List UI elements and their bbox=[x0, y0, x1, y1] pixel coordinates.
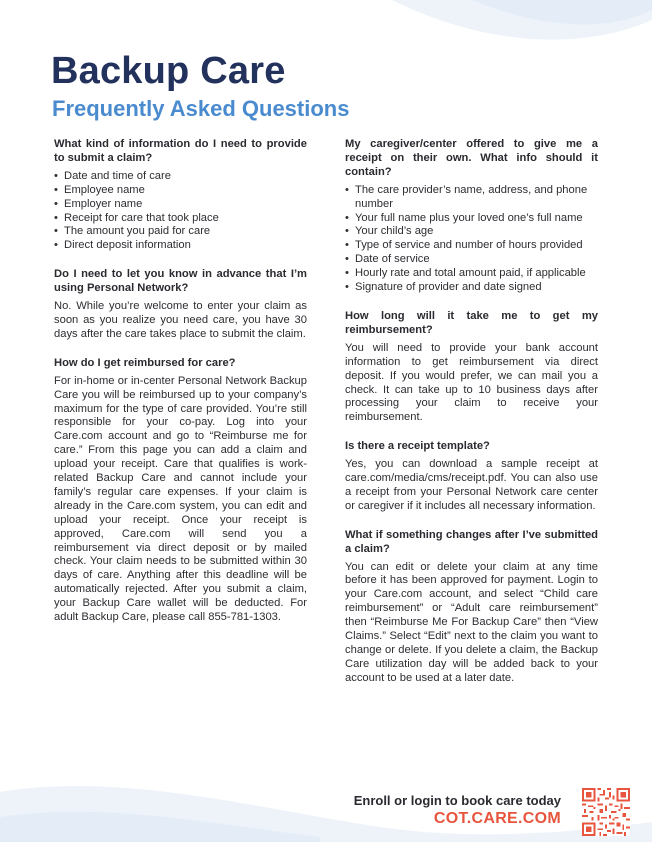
faq-question: What kind of information do I need to provide to submit a claim? bbox=[54, 138, 307, 164]
list-item: • Receipt for care that took place bbox=[54, 211, 219, 224]
faq-question: My caregiver/center offered to give me a receipt on their own. What info should it contain? bbox=[345, 138, 598, 178]
faq-answer: For in-home or in-center Personal Network Backup Care you will be reimbursed up to your company’s maximum for the type of care provided. You’re still responsible for your co-pay. Log into your Care.com account and go to “Reimburse me for care.” From this page you can add a claim and upload your receipt. Care that qualifies is work-related Backup Care and cannot include your family’s regular care expenses. If your claim is already in the Care.com system, you can edit and upload your receipt. Once your receipt is approved, Care.com will send you a reimbursement via direct deposit or by mailed check. Your claim needs to be submitted within 30 days of care. Anything after this deadline will be automatically rejected. After you submit a claim, your Backup Care wallet will be deducted. For adult Backup Care, please call 855-781-1303. bbox=[54, 374, 307, 624]
faq-reimbursement bbox=[54, 357, 307, 625]
list-item: • Signature of provider and date signed bbox=[345, 281, 542, 294]
faq-receipt-contents bbox=[345, 138, 598, 295]
list-item: • Employer name bbox=[54, 197, 143, 210]
top-wave-decoration bbox=[352, 0, 652, 60]
faq-answer: You will need to provide your bank account information to get reimbursement via direct deposit. If you would prefer, we can mail you a check. It can take up to 10 business days after processing your claim to receive your reimbursement. bbox=[345, 341, 598, 424]
page-subtitle: Frequently Asked Questions bbox=[52, 96, 350, 121]
faq-reimbursement-time bbox=[345, 310, 598, 425]
list-item: • Your child’s age bbox=[345, 225, 434, 238]
bullet-list bbox=[345, 184, 598, 295]
cta-text: Enroll or login to book care today bbox=[353, 793, 561, 808]
faq-question: Is there a receipt template? bbox=[345, 440, 490, 453]
faq-advance-notice bbox=[54, 268, 307, 342]
faq-answer: Yes, you can download a sample receipt at care.com/media/cms/receipt.pdf. You can also use a receipt from your Personal Network care center or caregiver if it includes all necessary information. bbox=[345, 458, 598, 512]
list-item: • Type of service and number of hours provided bbox=[345, 239, 583, 252]
faq-answer: You can edit or delete your claim at any time before it has been approved for payment. Login to your Care.com account, and select “Child care reimbursement” or “Adult care reimbursement” then “Reimburse Me For Backup Care” then “View Claims.” Select “Edit” next to the claim you want to change or delete. If you delete a claim, the Backup Care utilization day will be added back to your account to be used at a later date. bbox=[345, 560, 598, 684]
bullet-list bbox=[54, 170, 307, 253]
list-item: • Date and time of care bbox=[54, 169, 171, 182]
footer-cta bbox=[318, 793, 561, 828]
faq-question: What if something changes after I’ve submitted a claim? bbox=[345, 528, 598, 555]
page-title: Backup Care bbox=[51, 50, 286, 92]
list-item: • The amount you paid for care bbox=[54, 225, 211, 238]
list-item: • Direct deposit information bbox=[54, 239, 191, 252]
list-item: • Date of service bbox=[345, 253, 430, 266]
faq-receipt-template bbox=[345, 440, 598, 514]
cta-link[interactable]: COT.CARE.COM bbox=[433, 810, 561, 827]
list-item: • The care provider’s name, address, and phone number bbox=[345, 183, 588, 210]
faq-claim-info bbox=[54, 138, 307, 253]
faq-answer: No. While you’re welcome to enter your claim as soon as you realize you need care, you have 30 days after the care takes place to submit the claim. bbox=[54, 300, 307, 340]
faq-claim-changes bbox=[345, 529, 598, 686]
left-column bbox=[54, 138, 307, 640]
faq-question: How long will it take me to get my reimbursement? bbox=[345, 309, 598, 336]
faq-question: How do I get reimbursed for care? bbox=[54, 356, 236, 369]
faq-question: Do I need to let you know in advance that I’m using Personal Network? bbox=[54, 268, 307, 295]
list-item: • Employee name bbox=[54, 183, 145, 196]
list-item: • Your full name plus your loved one’s full name bbox=[345, 211, 583, 224]
right-column bbox=[345, 138, 598, 701]
list-item: • Hourly rate and total amount paid, if applicable bbox=[345, 267, 586, 280]
qr-code-icon[interactable] bbox=[582, 788, 630, 836]
